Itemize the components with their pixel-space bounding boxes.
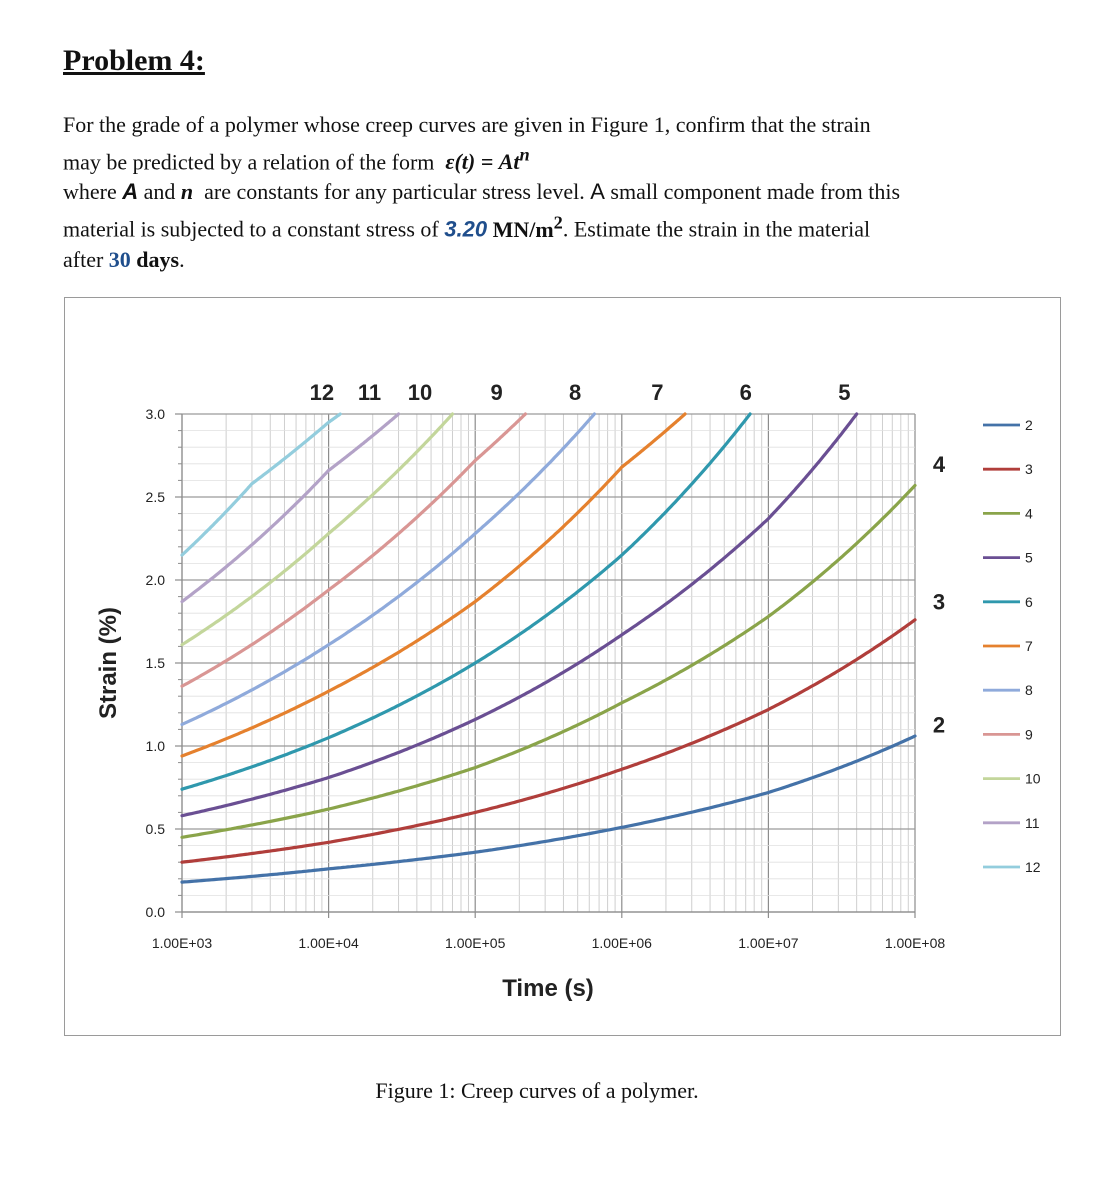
chart-series [182, 414, 915, 882]
curve-label-top: 7 [651, 380, 664, 405]
chart-grid [182, 414, 915, 912]
line5-suffix: . [179, 246, 185, 272]
legend-label-12: 12 [1025, 859, 1041, 875]
where-word: where [63, 179, 117, 205]
series-line-11 [182, 414, 399, 602]
curve-label-top: 8 [568, 380, 582, 405]
chart-legend [983, 417, 1041, 875]
x-tick-label: 1.00E+06 [591, 935, 652, 951]
figure-caption [0, 1078, 1114, 1104]
legend-label-8: 8 [1025, 682, 1033, 699]
x-tick-label: 1.00E+03 [151, 935, 213, 951]
series-line-2 [182, 736, 915, 882]
series-line-10 [182, 414, 453, 645]
legend-label-3: 3 [1025, 461, 1033, 478]
line3-rest: are constants for any particular stress level. [204, 179, 585, 205]
x-axis-title: Time (s) [502, 975, 594, 1002]
series-line-8 [182, 414, 594, 724]
y-tick-label: 1.0 [145, 738, 165, 754]
legend-label-10: 10 [1025, 770, 1041, 787]
legend-label-7: 7 [1025, 638, 1033, 654]
y-tick-label: 1.5 [145, 655, 165, 671]
legend-label-4: 4 [1025, 505, 1033, 522]
var-a: A [122, 179, 139, 205]
line4-prefix: material is subjected to a constant stress of [63, 216, 439, 242]
x-tick-label: 1.00E+07 [738, 935, 799, 951]
days-value: 30 [108, 246, 131, 272]
legend-label-5: 5 [1025, 549, 1033, 566]
legend-label-6: 6 [1025, 593, 1033, 610]
curve-label-right: 4 [932, 451, 946, 477]
days-word: days [136, 246, 180, 272]
curve-label-top: 9 [490, 380, 503, 405]
curve-label-right: 2 [932, 712, 946, 738]
formula-exponent: n [519, 145, 530, 165]
curve-label-right: 3 [932, 589, 946, 615]
x-tick-label: 1.00E+08 [884, 935, 946, 951]
curve-label-top: 10 [407, 380, 433, 405]
legend-label-9: 9 [1025, 726, 1033, 743]
legend-label-11: 11 [1025, 814, 1040, 831]
line3-tail: small component made from this [610, 179, 901, 205]
formula-text: ε(t) = At [445, 149, 520, 175]
line4-suffix: . Estimate the strain in the material [562, 216, 871, 242]
problem-line-1: For the grade of a polymer whose creep curves are given in Figure 1, confirm that the strain [63, 112, 871, 137]
curve-label-top: 11 [357, 380, 382, 405]
legend-label-2: 2 [1025, 417, 1033, 433]
curve-label-top: 6 [739, 380, 752, 405]
line3-tail-a: A [590, 179, 605, 205]
stress-value: 3.20 [444, 216, 488, 242]
curve-label-top: 5 [838, 380, 851, 405]
figure-caption-text: Figure 1: Creep curves of a polymer. [375, 1078, 699, 1103]
y-tick-label: 2.0 [145, 572, 165, 588]
curve-label-top: 12 [309, 380, 335, 405]
problem-heading: Problem 4: [63, 44, 205, 77]
chart-labels [310, 380, 946, 737]
stress-unit-exp: 2 [553, 212, 563, 233]
series-line-3 [182, 620, 915, 862]
y-tick-label: 2.5 [145, 489, 165, 505]
x-tick-label: 1.00E+04 [298, 935, 359, 951]
y-axis-title: Strain (%) [95, 606, 122, 720]
stress-unit-text: MN/m [492, 216, 554, 242]
y-tick-label: 3.0 [145, 406, 165, 422]
y-tick-label: 0.0 [145, 904, 165, 920]
var-n: n [180, 179, 194, 205]
line2-prefix: may be predicted by a relation of the form [63, 149, 435, 175]
series-line-7 [182, 414, 685, 756]
and-word: and [143, 179, 176, 205]
x-tick-label: 1.00E+05 [445, 935, 506, 951]
line5-prefix: after [63, 246, 104, 272]
series-line-9 [182, 414, 525, 686]
y-tick-label: 0.5 [145, 821, 165, 837]
